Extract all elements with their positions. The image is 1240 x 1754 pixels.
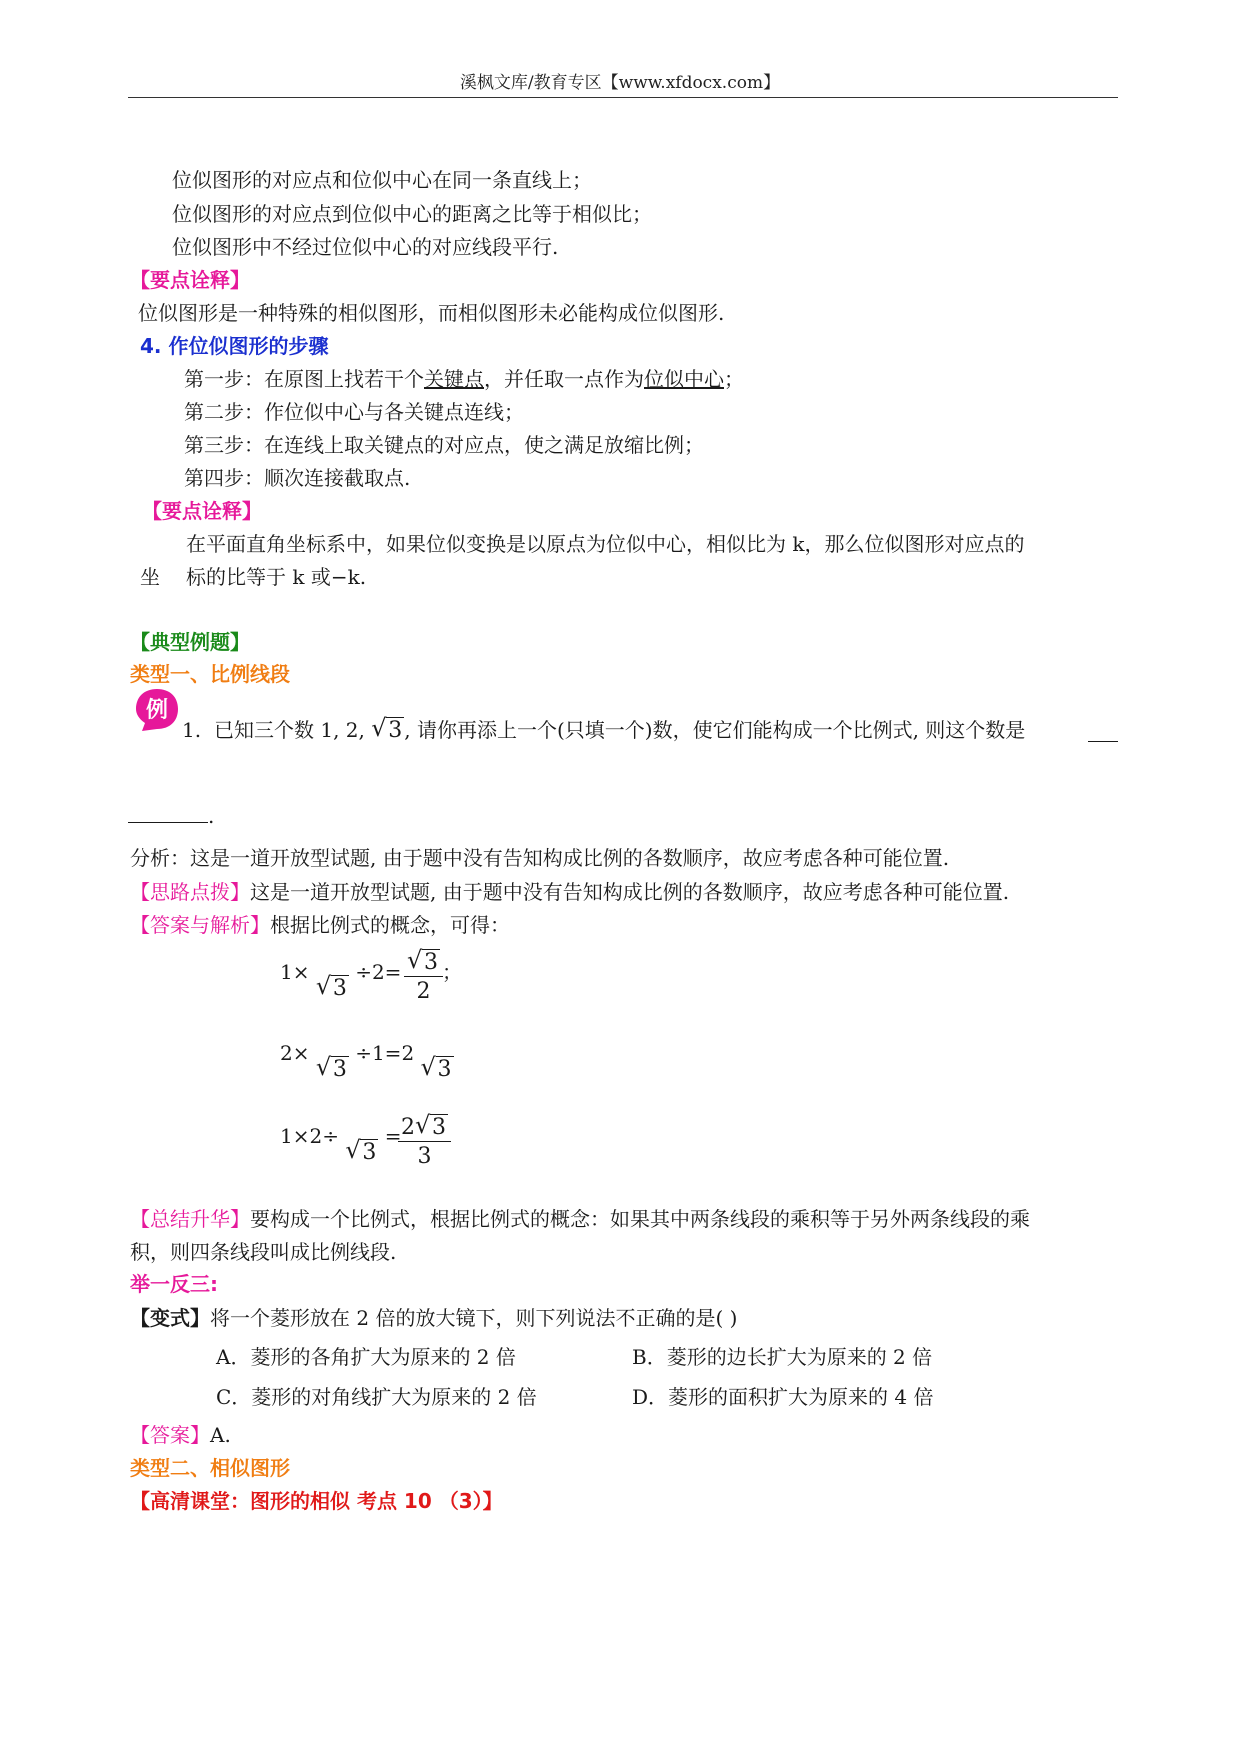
sqrt-value: 3	[424, 950, 438, 975]
type-title: 类型一、比例线段	[130, 662, 290, 686]
option-a: A．菱形的各角扩大为原来的 2 倍	[216, 1345, 516, 1369]
fraction	[398, 1111, 451, 1169]
badge-label: 例	[145, 698, 169, 723]
property-line: 位似图形中不经过位似中心的对应线段平行.	[172, 235, 559, 259]
sqrt-expression: √ 3	[315, 972, 347, 1001]
type-title: 类型二、相似图形	[130, 1456, 290, 1480]
summary-text: 积，则四条线段叫成比例线段.	[130, 1240, 397, 1264]
answer-line	[130, 915, 510, 935]
summary-label: 【总结升华】	[130, 1207, 250, 1231]
sqrt-value: 3	[437, 1057, 452, 1082]
sqrt-value: 3	[388, 718, 403, 743]
equation-2	[280, 1041, 454, 1082]
hint-line	[130, 882, 1009, 902]
fraction-body	[398, 1111, 451, 1169]
variant-text: 将一个菱形放在 2 倍的放大镜下，则下列说法不正确的是( )	[210, 1306, 738, 1330]
answer-label: 【答案】	[130, 1423, 210, 1447]
sqrt-expression: √ 3	[315, 1053, 347, 1082]
keypoint-term: 关键点	[424, 367, 484, 391]
sqrt-value: 3	[432, 1115, 446, 1140]
step-line: 第四步：顺次连接截取点.	[184, 466, 411, 490]
answer-blank	[128, 822, 208, 823]
option-c: C．菱形的对角线扩大为原来的 2 倍	[216, 1385, 537, 1409]
fraction-numerator	[398, 1111, 451, 1142]
note-label: 【要点诠释】	[142, 499, 262, 523]
sqrt-value: 3	[332, 1057, 347, 1082]
note-text: 在平面直角坐标系中，如果位似变换是以原点为位似中心，相似比为 k，那么位似图形对应点的	[186, 532, 1025, 556]
equation-3	[280, 1124, 402, 1165]
eq-text: ÷1=2	[355, 1041, 415, 1065]
analysis-text: 分析：这是一道开放型试题, 由于题中没有告知构成比例的各数顺序，故应考虑各种可能位置.	[130, 846, 950, 870]
fraction-denominator: 3	[417, 1144, 432, 1169]
step-line: 第三步：在连线上取关键点的对应点，使之满足放缩比例；	[184, 433, 704, 457]
step-line: 第二步：作位似中心与各关键点连线；	[184, 400, 524, 424]
equation-1	[280, 960, 402, 1001]
step1-text: ；	[724, 367, 744, 391]
note-text: 坐	[140, 565, 160, 589]
question-line	[214, 714, 1026, 743]
step1-text: ，并任取一点作为	[484, 367, 644, 391]
hint-label: 【思路点拨】	[130, 880, 250, 904]
question-text: 已知三个数 1, 2,	[214, 718, 365, 742]
header-rule	[128, 97, 1118, 98]
answer-label: 【答案与解析】	[130, 913, 270, 937]
sqrt-expression: √ 3	[420, 1053, 452, 1082]
property-line: 位似图形的对应点和位似中心在同一条直线上；	[172, 168, 592, 192]
answer-text: 根据比例式的概念，可得：	[270, 913, 510, 937]
variant-label: 【变式】	[130, 1306, 210, 1330]
page-header: 溪枫文库/教育专区【www.xfdocx.com】	[459, 73, 781, 93]
center-term: 位似中心	[644, 367, 724, 391]
fraction-numerator	[404, 946, 443, 977]
eq-end: ；	[442, 960, 462, 984]
note-text: 标的比等于 k 或−k.	[186, 565, 367, 589]
steps-title: 4. 作位似图形的步骤	[140, 334, 329, 358]
step1-text: 第一步：在原图上找若干个	[184, 367, 424, 391]
summary-line	[130, 1209, 1030, 1229]
eq-text: 2×	[280, 1041, 310, 1065]
note-label: 【要点诠释】	[130, 268, 250, 292]
fraction-denominator: 2	[416, 979, 431, 1004]
hd-class-note: 【高清课堂：图形的相似 考点 10 （3）】	[130, 1489, 503, 1513]
question-end: .	[208, 804, 215, 828]
question-text: , 请你再添上一个(只填一个)数，使它们能构成一个比例式, 则这个数是	[404, 718, 1026, 742]
option-d: D．菱形的面积扩大为原来的 4 倍	[632, 1385, 934, 1409]
example-badge-icon	[134, 687, 180, 733]
practice-title: 举一反三:	[130, 1272, 218, 1296]
step-line	[184, 369, 744, 389]
sqrt-expression: √ 3	[407, 946, 438, 975]
property-line: 位似图形的对应点到位似中心的距离之比等于相似比；	[172, 202, 652, 226]
eq-text: 1×2÷	[280, 1124, 339, 1148]
eq-text: =	[384, 1124, 402, 1148]
sqrt-expression: √ 3	[345, 1136, 377, 1165]
sqrt-expression: √ 3	[415, 1111, 446, 1140]
fraction	[404, 946, 443, 1004]
sqrt-value: 3	[332, 976, 347, 1001]
fraction-body	[404, 946, 443, 1004]
sqrt-expression: √ 3	[371, 714, 403, 743]
option-b: B．菱形的边长扩大为原来的 2 倍	[632, 1345, 933, 1369]
variant-line	[130, 1308, 737, 1328]
eq-text: 1×	[280, 960, 310, 984]
question-number: 1.	[182, 718, 202, 742]
answer-line	[130, 1425, 231, 1445]
hint-text: 这是一道开放型试题, 由于题中没有告知构成比例的各数顺序，故应考虑各种可能位置.	[250, 880, 1010, 904]
eq-text: ÷2=	[355, 960, 402, 984]
answer-blank	[1088, 741, 1118, 742]
answer-value: A.	[210, 1423, 231, 1447]
section-title: 【典型例题】	[130, 630, 250, 654]
sqrt-value: 3	[362, 1140, 377, 1165]
note-text: 位似图形是一种特殊的相似图形，而相似图形未必能构成位似图形.	[138, 301, 725, 325]
summary-text: 要构成一个比例式，根据比例式的概念：如果其中两条线段的乘积等于另外两条线段的乘	[250, 1207, 1030, 1231]
coefficient: 2	[401, 1115, 415, 1140]
